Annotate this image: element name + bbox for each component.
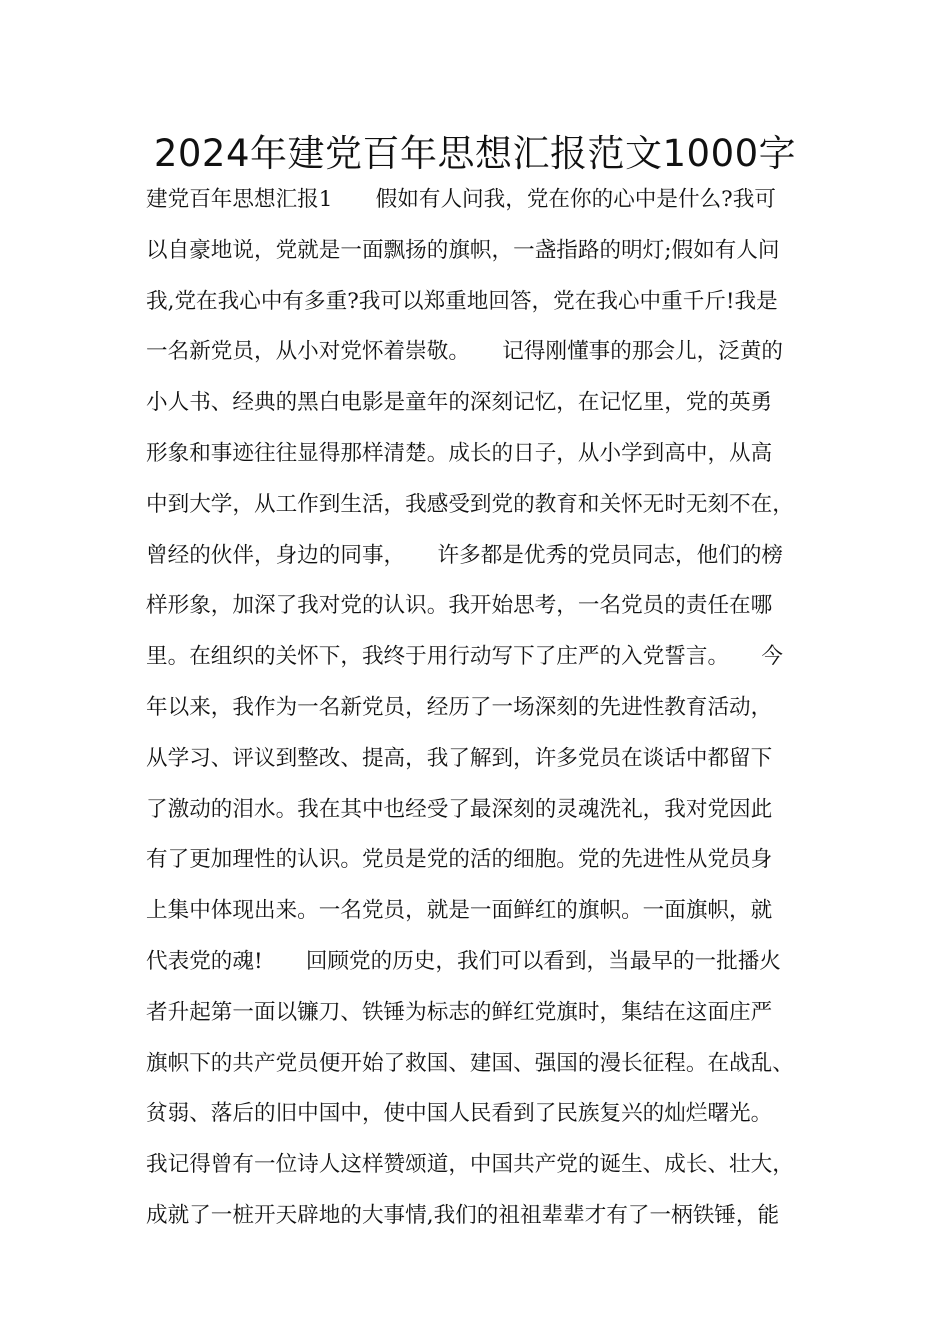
text-line: 了激动的泪水。我在其中也经受了最深刻的灵魂洗礼，我对党因此 bbox=[146, 796, 773, 822]
text-line: 上集中体现出来。一名党员，就是一面鲜红的旗帜。一面旗帜，就 bbox=[146, 898, 773, 924]
text-line: 成就了一桩开天辟地的大事情,我们的祖祖辈辈才有了一柄铁锤，能 bbox=[146, 1202, 780, 1228]
text-line: 年以来，我作为一名新党员，经历了一场深刻的先进性教育活动， bbox=[146, 694, 773, 720]
text-line: 我记得曾有一位诗人这样赞颂道，中国共产党的诞生、成长、壮大， bbox=[146, 1152, 794, 1178]
document-title: 2024年建党百年思想汇报范文1000字 bbox=[153, 132, 797, 175]
document-body bbox=[146, 180, 836, 1247]
text-line: 代表党的魂! 回顾党的历史，我们可以看到，当最早的一批播火 bbox=[146, 948, 781, 974]
text-line: 曾经的伙伴，身边的同事， 许多都是优秀的党员同志，他们的榜 bbox=[146, 542, 784, 568]
text-line: 形象和事迹往往显得那样清楚。成长的日子，从小学到高中，从高 bbox=[146, 440, 773, 466]
text-line: 我,党在我心中有多重?我可以郑重地回答，党在我心中重千斤!我是 bbox=[146, 288, 778, 314]
text-line: 旗帜下的共产党员便开始了救国、建国、强国的漫长征程。在战乱、 bbox=[146, 1050, 794, 1076]
text-line: 有了更加理性的认识。党员是党的活的细胞。党的先进性从党员身 bbox=[146, 847, 773, 873]
text-line: 建党百年思想汇报1 假如有人问我，党在你的心中是什么?我可 bbox=[146, 187, 776, 212]
text-line: 小人书、经典的黑白电影是童年的深刻记忆，在记忆里，党的英勇 bbox=[146, 390, 773, 416]
text-line: 里。在组织的关怀下，我终于用行动写下了庄严的入党誓言。 今 bbox=[146, 644, 784, 670]
text-line: 一名新党员，从小对党怀着崇敬。 记得刚懂事的那会儿，泛黄的 bbox=[146, 339, 784, 365]
text-line: 从学习、评议到整改、提高，我了解到，许多党员在谈话中都留下 bbox=[146, 745, 773, 771]
text-line: 中到大学，从工作到生活，我感受到党的教育和关怀无时无刻不在， bbox=[146, 491, 794, 517]
text-line: 以自豪地说，党就是一面飘扬的旗帜，一盏指路的明灯;假如有人问 bbox=[146, 237, 780, 263]
text-line: 者升起第一面以镰刀、铁锤为标志的鲜红党旗时，集结在这面庄严 bbox=[146, 999, 773, 1025]
text-line: 样形象，加深了我对党的认识。我开始思考，一名党员的责任在哪 bbox=[146, 593, 773, 619]
text-line: 贫弱、落后的旧中国中，使中国人民看到了民族复兴的灿烂曙光。 bbox=[146, 1101, 773, 1127]
